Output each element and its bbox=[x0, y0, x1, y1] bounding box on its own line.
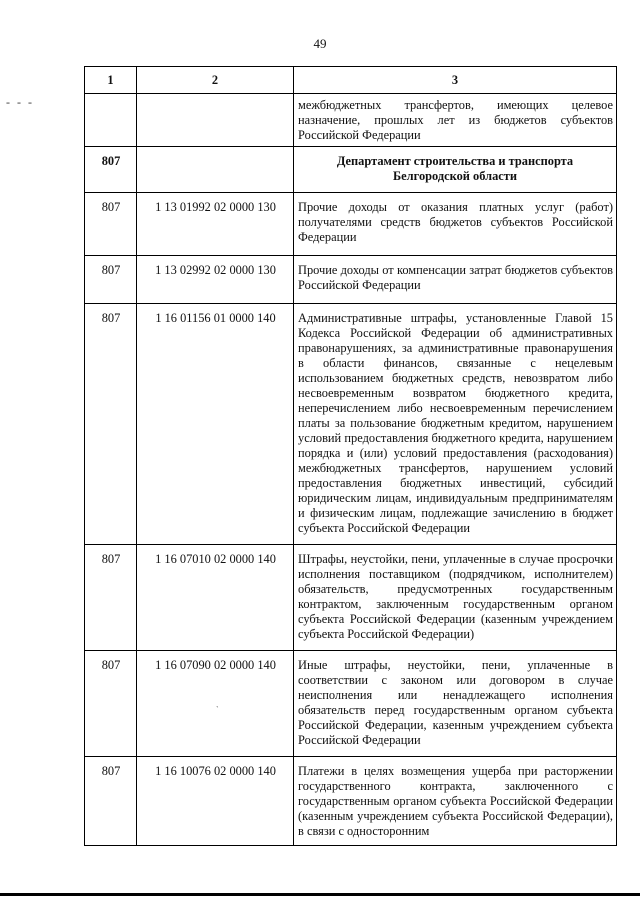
income-code-cell: 1 16 07010 02 0000 140 bbox=[137, 545, 294, 651]
description-cell: Иные штрафы, неустойки, пени, уплаченные в соответствии с законом или договором в случае неисполнения или ненадлежащего исполнения обязательств перед государственным органом субъекта Российской Федерации, казенным учреждением субъекта Российской Федерации bbox=[294, 651, 617, 757]
column-header-2: 2 bbox=[137, 67, 294, 94]
table-row bbox=[85, 94, 617, 147]
income-code-cell: 1 13 02992 02 0000 130 bbox=[137, 256, 294, 304]
table-row bbox=[85, 545, 617, 651]
description-cell: Прочие доходы от оказания платных услуг (работ) получателями средств бюджетов субъектов Российской Федерации bbox=[294, 193, 617, 256]
table-row bbox=[85, 304, 617, 545]
table-row bbox=[85, 651, 617, 757]
admin-code-cell: 807 bbox=[85, 651, 137, 757]
admin-code-cell: 807 bbox=[85, 147, 137, 193]
description-cell: Административные штрафы, установленные Главой 15 Кодекса Российской Федерации об административных правонарушениях, за административные правонарушения в области финансов, связанные с нецелевым использованием бюджетных средств, невозвратом либо несвоевременным возвратом бюджетного кредита, неперечислением либо несвоевременным перечислением платы за пользование бюджетным кредитом, нарушением условий предоставления бюджетного кредита, нарушением порядка и (или) условий предоставления (расходования) межбюджетных трансфертов, нарушением условий предоставления бюджетных инвестиций, субсидий юридическим лицам, индивидуальным предпринимателям и физическим лицам, подлежащие зачислению в бюджет субъекта Российской Федерации bbox=[294, 304, 617, 545]
scan-bottom-edge bbox=[0, 893, 640, 896]
column-header-1: 1 bbox=[85, 67, 137, 94]
column-header-3: 3 bbox=[294, 67, 617, 94]
scan-speck: ` bbox=[216, 705, 219, 714]
admin-code-cell: 807 bbox=[85, 256, 137, 304]
admin-code-cell: 807 bbox=[85, 545, 137, 651]
margin-marks: - - - bbox=[6, 95, 34, 109]
income-code-cell bbox=[137, 147, 294, 193]
page-number: 49 bbox=[313, 36, 327, 51]
income-codes-table bbox=[84, 66, 617, 846]
admin-code-cell: 807 bbox=[85, 304, 137, 545]
description-cell: Штрафы, неустойки, пени, уплаченные в случае просрочки исполнения поставщиком (подрядчиком, исполнителем) обязательств, предусмотренных государственным контрактом, заключенным государственным органом субъекта Российской Федерации (казенным учреждением субъекта Российской Федерации) bbox=[294, 545, 617, 651]
income-code-cell: 1 16 10076 02 0000 140 bbox=[137, 757, 294, 846]
table-row bbox=[85, 147, 617, 193]
income-code-cell: 1 13 01992 02 0000 130 bbox=[137, 193, 294, 256]
admin-code-cell: 807 bbox=[85, 757, 137, 846]
income-code-cell: 1 16 07090 02 0000 140 bbox=[137, 651, 294, 757]
section-title-cell: Департамент строительства и транспорта Белгородской области bbox=[294, 147, 617, 193]
income-code-cell: 1 16 01156 01 0000 140 bbox=[137, 304, 294, 545]
table-header-row bbox=[85, 67, 617, 94]
table-row bbox=[85, 757, 617, 846]
admin-code-cell bbox=[85, 94, 137, 147]
description-cell: Платежи в целях возмещения ущерба при расторжении государственного контракта, заключенного с государственным органом субъекта Российской Федерации (казенным учреждением субъекта Российской Федерации), в связи с односторонним bbox=[294, 757, 617, 846]
description-cell: межбюджетных трансфертов, имеющих целевое назначение, прошлых лет из бюджетов субъектов Российской Федерации bbox=[294, 94, 617, 147]
description-cell: Прочие доходы от компенсации затрат бюджетов субъектов Российской Федерации bbox=[294, 256, 617, 304]
income-code-cell bbox=[137, 94, 294, 147]
table-row bbox=[85, 193, 617, 256]
table-row bbox=[85, 256, 617, 304]
admin-code-cell: 807 bbox=[85, 193, 137, 256]
